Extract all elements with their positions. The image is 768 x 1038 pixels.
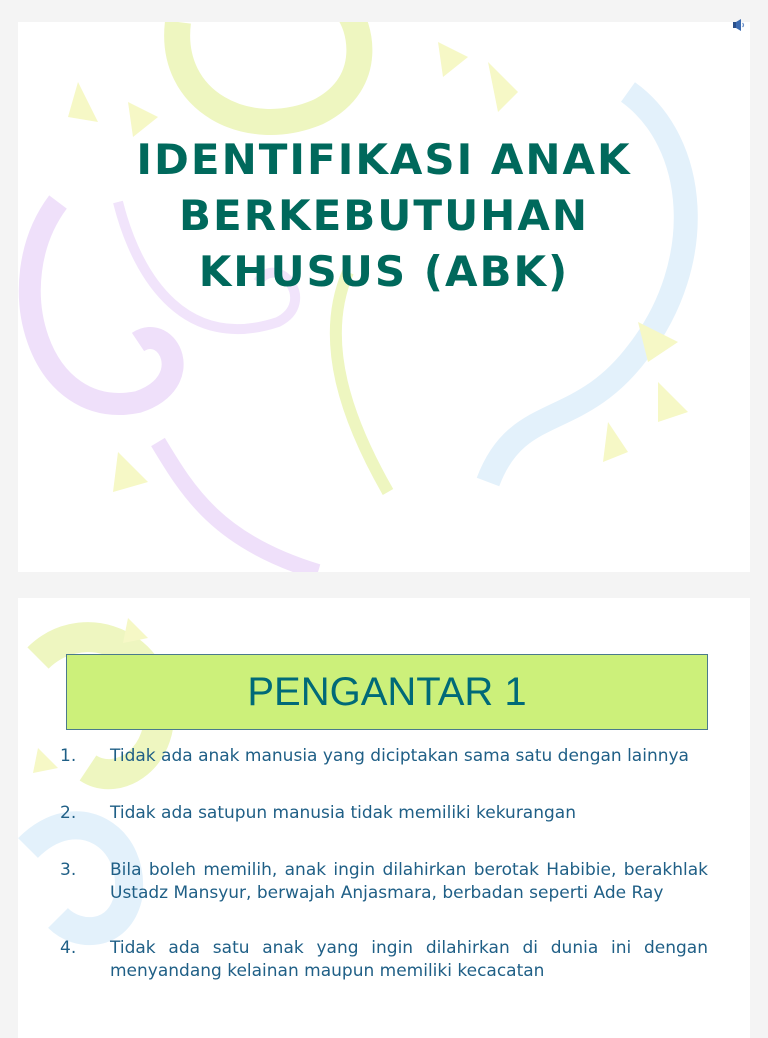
speaker-icon[interactable] <box>732 18 746 32</box>
list-item-number: 2. <box>60 803 77 823</box>
list-item-text: Tidak ada satupun manusia tidak memiliki kekurangan <box>110 803 576 823</box>
list-item <box>60 937 708 983</box>
list-item-number: 1. <box>60 746 77 766</box>
section-heading-banner: PENGANTAR 1 <box>66 654 708 730</box>
slide-title-text: IDENTIFIKASI ANAK BERKEBUTUHAN KHUSUS (ABK) <box>136 135 632 296</box>
list-item-text: Tidak ada satu anak yang ingin dilahirkan di dunia ini dengan menyandang kelainan maupun memiliki kecacatan <box>110 938 708 981</box>
list-item-number: 4. <box>60 938 77 958</box>
list-item <box>60 802 708 825</box>
slide-title <box>18 22 750 572</box>
list-item <box>60 745 708 768</box>
list-item-number: 3. <box>60 860 77 880</box>
list-item-text: Bila boleh memilih, anak ingin dilahirkan berotak Habibie, berakhlak Ustadz Mansyur, berwajah Anjasmara, berbadan seperti Ade Ray <box>110 860 708 903</box>
intro-list <box>60 745 708 983</box>
list-item-text: Tidak ada anak manusia yang diciptakan sama satu dengan lainnya <box>110 746 689 766</box>
list-item <box>60 859 708 905</box>
